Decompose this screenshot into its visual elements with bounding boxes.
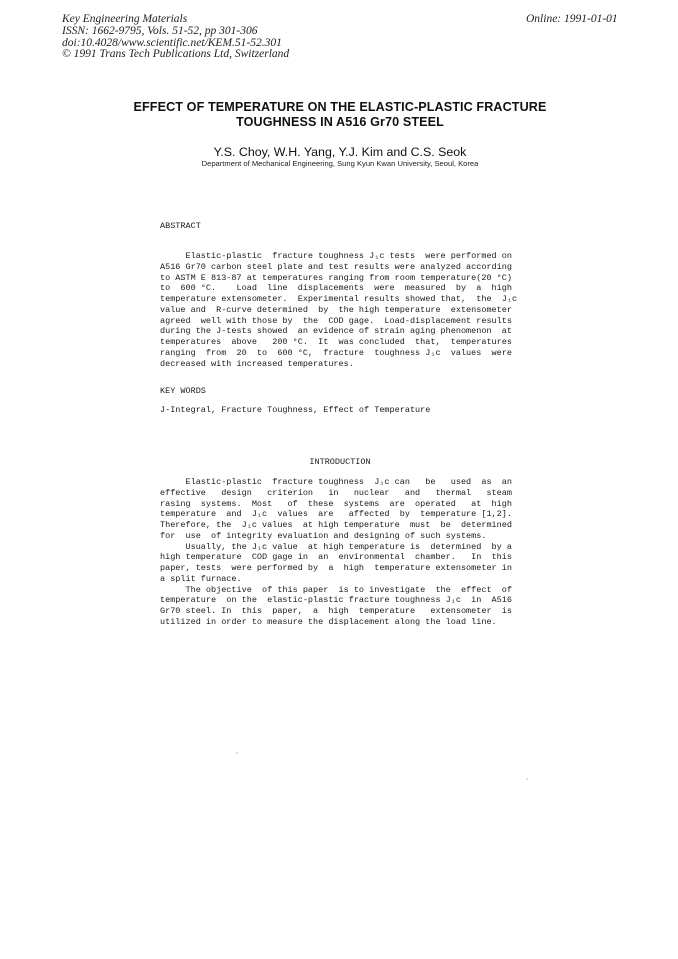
issn-line: ISSN: 1662-9795, Vols. 51-52, pp 301-306	[62, 24, 258, 37]
abstract-body	[160, 251, 520, 369]
affiliation: Department of Mechanical Engineering, Sung Kyun Kwan University, Seoul, Korea	[201, 159, 479, 168]
abstract-line: temperatures above 200 °C. It was concluded that, temperatures	[160, 337, 512, 347]
intro-line: for use of integrity evaluation and designing of such systems.	[160, 530, 487, 541]
abstract-line: to ASTM E 813-87 at temperatures ranging from room temperature(20 °C)	[160, 272, 512, 283]
intro-line: paper, tests were performed by a high temperature extensometer in	[160, 563, 512, 573]
introduction-heading: INTRODUCTION	[309, 457, 371, 467]
abstract-line: to 600 °C. Load line displacements were measured by a high	[160, 283, 512, 294]
intro-line: Gr70 steel. In this paper, a high temperature extensometer is	[160, 606, 512, 616]
abstract-line: agreed well with those by the COD gage. Load-displacement results	[160, 315, 512, 326]
abstract-line: ranging from 20 to 600 °C, fracture toughness J₁c values were	[160, 347, 512, 358]
title-line-1: EFFECT OF TEMPERATURE ON THE ELASTIC-PLASTIC FRACTURE	[133, 100, 547, 114]
intro-line: rasing systems. Most of these systems are operated at high	[160, 498, 512, 509]
abstract-line: decreased with increased temperatures.	[160, 358, 354, 369]
intro-line: Elastic-plastic fracture toughness J₁c can be used as an	[160, 477, 512, 487]
online-date: Online: 1991-01-01	[526, 13, 618, 25]
journal-name: Key Engineering Materials	[62, 13, 188, 25]
keywords-text: J-Integral, Fracture Toughness, Effect of Temperature	[160, 405, 431, 415]
authors: Y.S. Choy, W.H. Yang, Y.J. Kim and C.S. Seok	[213, 145, 467, 159]
copyright-line: © 1991 Trans Tech Publications Ltd, Switzerland	[62, 48, 290, 61]
intro-line: high temperature COD gage in an environmental chamber. In this	[160, 552, 512, 563]
abstract-line: A516 Gr70 carbon steel plate and test results were analyzed according	[160, 261, 512, 272]
scan-artifact	[236, 752, 238, 754]
journal-header	[62, 14, 289, 61]
intro-line: a split furnace.	[160, 573, 242, 584]
paper-title	[100, 100, 580, 130]
intro-line: temperature on the elastic-plastic fracture toughness J₁c in A516	[160, 595, 512, 606]
intro-line: utilized in order to measure the displacement along the load line.	[160, 616, 497, 627]
scan-artifact	[526, 778, 528, 780]
doi-link[interactable]: doi:10.4028/www.scientific.net/KEM.51-52.301	[62, 36, 282, 49]
abstract-heading: ABSTRACT	[160, 221, 201, 231]
title-line-2: TOUGHNESS IN A516 Gr70 STEEL	[236, 115, 444, 129]
abstract-line: temperature extensometer. Experimental results showed that, the J₁c	[160, 294, 518, 304]
intro-line: The objective of this paper is to investigate the effect of	[160, 584, 512, 595]
abstract-line: during the J-tests showed an evidence of strain aging phenomenon at	[160, 326, 512, 337]
intro-line: temperature and J₁c values are affected by temperature [1,2].	[160, 509, 512, 520]
intro-line: Therefore, the J₁c values at high temperature must be determined	[160, 520, 512, 530]
introduction-body	[160, 477, 520, 628]
intro-line: effective design criterion in nuclear and thermal steam	[160, 487, 512, 498]
keywords-heading: KEY WORDS	[160, 386, 206, 396]
intro-line: Usually, the J₁c value at high temperature is determined by a	[160, 541, 512, 552]
abstract-line: Elastic-plastic fracture toughness J₁c tests were performed on	[160, 251, 512, 261]
abstract-line: value and R-curve determined by the high temperature extensometer	[160, 304, 512, 315]
